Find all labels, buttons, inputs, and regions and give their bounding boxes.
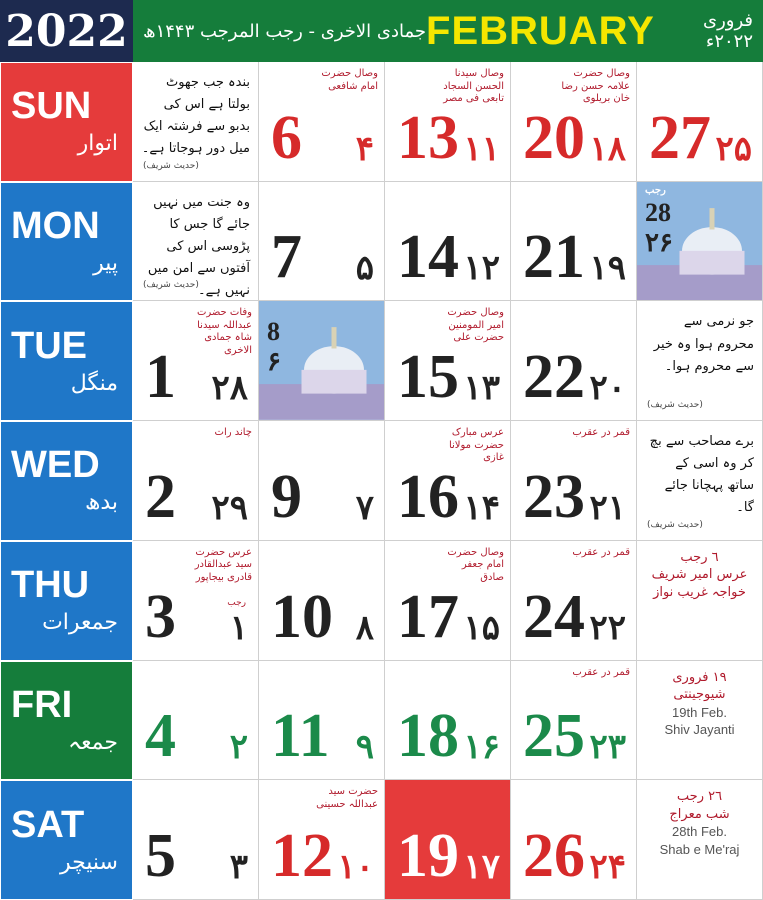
day-name-ur: اتوار bbox=[77, 131, 118, 157]
hijri-date: ۲۳ bbox=[589, 729, 626, 767]
hadith-source: (حدیث شریف) bbox=[647, 400, 703, 411]
gregorian-date: 10 bbox=[271, 582, 333, 651]
gregorian-date: 7 bbox=[271, 223, 302, 292]
gregorian-date: 15 bbox=[397, 343, 459, 412]
day-label-sat bbox=[0, 780, 133, 900]
day-cell[interactable] bbox=[133, 661, 259, 781]
day-note: وصال حضرت امیر المومنین حضرت علی bbox=[447, 307, 504, 344]
gregorian-date: 14 bbox=[397, 223, 459, 292]
gregorian-date: 4 bbox=[145, 702, 176, 771]
gregorian-date: 18 bbox=[397, 702, 459, 771]
gregorian-date: 3 bbox=[145, 582, 176, 651]
hadith-source: (حدیث شریف) bbox=[647, 519, 703, 530]
day-label-mon bbox=[0, 182, 133, 302]
hijri-date: ۹ bbox=[355, 729, 374, 767]
event-urdu-line: ٦ رجب bbox=[680, 549, 719, 565]
date-number-overlay: 28 bbox=[645, 197, 671, 227]
month-marker: رجب bbox=[227, 597, 246, 608]
date-number-overlay: 8 bbox=[267, 317, 280, 347]
event-urdu-line: شب معراج bbox=[669, 806, 730, 822]
hadith-quote-cell bbox=[133, 182, 259, 302]
day-name-ur: پیر bbox=[93, 251, 118, 277]
hijri-date: ۲۱ bbox=[589, 489, 626, 527]
day-note: قمر در عقرب bbox=[572, 666, 630, 678]
hijri-date: ۲۹ bbox=[211, 489, 248, 527]
event-box bbox=[641, 549, 758, 602]
year-label: 2022 bbox=[0, 0, 133, 62]
month-label: FEBRUARY bbox=[426, 8, 655, 53]
gregorian-date: 22 bbox=[523, 343, 585, 412]
day-name-en: WED bbox=[11, 444, 100, 487]
gregorian-date: 17 bbox=[397, 582, 459, 651]
day-cell[interactable] bbox=[385, 62, 511, 182]
hadith-quote-cell bbox=[133, 62, 259, 182]
day-name-en: FRI bbox=[11, 683, 73, 726]
day-cell[interactable] bbox=[133, 780, 259, 900]
day-name-ur: جمعرات bbox=[42, 610, 118, 636]
day-cell[interactable] bbox=[259, 182, 385, 302]
gregorian-date: 5 bbox=[145, 822, 176, 890]
hijri-date: ۱۲ bbox=[463, 250, 500, 288]
hadith-text: جو نرمی سے محروم ہوا وہ خیر سے محروم ہوا۔ bbox=[653, 314, 754, 374]
day-label-fri bbox=[0, 661, 133, 781]
hijri-date: ۱۹ bbox=[589, 250, 626, 288]
hijri-date: ۴ bbox=[355, 130, 374, 168]
event-english-line: 28th Feb. bbox=[672, 824, 727, 840]
day-cell[interactable] bbox=[511, 62, 637, 182]
day-note: حضرت سید عبداللہ حسینی bbox=[316, 786, 378, 810]
event-english-line: Shab e Me'raj bbox=[659, 841, 740, 857]
event-urdu-line: خواجہ غریب نواز bbox=[653, 584, 746, 600]
islamic-months-label: جمادی الاخری - رجب المرجب ۱۴۴۳ھ bbox=[143, 20, 427, 42]
day-note: وفات حضرت عبداللہ سیدنا شاہ جمادی الاخری bbox=[196, 307, 252, 356]
date-photo-cell[interactable] bbox=[637, 182, 763, 302]
day-cell[interactable] bbox=[133, 421, 259, 541]
event-box bbox=[641, 788, 758, 858]
hijri-date: ۷ bbox=[355, 489, 374, 527]
hijri-date: ۱۳ bbox=[463, 370, 500, 408]
hijri-date: ۱۱ bbox=[463, 130, 500, 168]
day-note: وصال حضرت امام شافعی bbox=[321, 68, 378, 92]
hijri-date: ۲۵ bbox=[715, 130, 752, 168]
day-note: عرس حضرت سید عبدالقادر قادری بیجاپور bbox=[194, 546, 252, 583]
day-label-tue bbox=[0, 301, 133, 421]
gregorian-date: 25 bbox=[523, 702, 585, 771]
gregorian-date: 9 bbox=[271, 462, 302, 531]
day-cell[interactable] bbox=[511, 661, 637, 781]
day-cell[interactable] bbox=[259, 421, 385, 541]
hijri-date: ۵ bbox=[355, 250, 374, 288]
day-name-ur: جمعہ bbox=[68, 729, 118, 755]
hadith-quote-cell bbox=[637, 301, 763, 421]
urdu-month-label: فروری ۲۰۲۲ء bbox=[702, 10, 753, 52]
day-cell[interactable] bbox=[385, 661, 511, 781]
gregorian-date: 19 bbox=[397, 822, 459, 890]
day-cell[interactable] bbox=[511, 182, 637, 302]
hijri-date: ۲۰ bbox=[589, 370, 626, 408]
gregorian-date: 11 bbox=[271, 702, 330, 771]
gregorian-date: 13 bbox=[397, 103, 459, 172]
hadith-text: وہ جنت میں نہیں جائے گا جس کا پڑوسی اس کی آفتوں سے امن میں نہیں ہے۔ bbox=[147, 194, 250, 299]
event-urdu-line: ٢٦ رجب bbox=[676, 789, 723, 805]
event-urdu-line: عرس امیر شریف bbox=[651, 567, 748, 583]
day-label-thu bbox=[0, 541, 133, 661]
gregorian-date: 26 bbox=[523, 822, 585, 890]
gregorian-date: 27 bbox=[649, 103, 711, 172]
day-name-ur: سنیچر bbox=[59, 849, 118, 875]
event-box bbox=[641, 669, 758, 739]
hijri-date: ۱۷ bbox=[463, 849, 500, 886]
day-cell[interactable] bbox=[259, 541, 385, 661]
event-cell bbox=[637, 541, 763, 661]
hadith-text: برے مصاحب سے بچ کر وہ اسی کے ساتھ پہچانا جائے گا۔ bbox=[649, 434, 754, 516]
day-name-ur: بدھ bbox=[84, 490, 118, 516]
day-cell[interactable] bbox=[511, 780, 637, 900]
day-name-en: THU bbox=[11, 564, 90, 607]
day-cell[interactable] bbox=[385, 301, 511, 421]
calendar-grid bbox=[0, 62, 763, 900]
gregorian-date: 2 bbox=[145, 462, 176, 531]
day-note: وصال حضرت امام جعفر صادق bbox=[447, 546, 504, 583]
day-note: وصال حضرت علامہ حسن رضا خان بریلوی bbox=[561, 68, 630, 104]
gregorian-date: 20 bbox=[523, 103, 585, 172]
day-cell[interactable] bbox=[637, 62, 763, 182]
event-english-line: 19th Feb. bbox=[672, 704, 727, 720]
day-name-en: TUE bbox=[11, 324, 87, 367]
day-name-en: SUN bbox=[11, 85, 92, 128]
gregorian-date: 23 bbox=[523, 462, 585, 531]
hadith-quote-cell bbox=[637, 421, 763, 541]
hijri-date: ۱۵ bbox=[463, 609, 500, 647]
gregorian-date: 6 bbox=[271, 103, 302, 172]
gregorian-date: 21 bbox=[523, 223, 585, 292]
gregorian-date: 24 bbox=[523, 582, 585, 651]
date-photo-cell[interactable] bbox=[259, 301, 385, 421]
day-cell[interactable] bbox=[511, 421, 637, 541]
day-cell[interactable] bbox=[259, 62, 385, 182]
hijri-date: ۸ bbox=[355, 609, 374, 647]
day-note: قمر در عقرب bbox=[572, 427, 630, 439]
day-cell[interactable] bbox=[385, 541, 511, 661]
event-urdu-line: ١٩ فروری bbox=[672, 669, 727, 685]
day-cell[interactable] bbox=[259, 780, 385, 900]
day-cell[interactable] bbox=[133, 301, 259, 421]
day-note: قمر در عقرب bbox=[572, 546, 630, 558]
hijri-date: ۲۲ bbox=[589, 609, 626, 647]
hadith-text: بندہ جب جھوٹ بولتا ہے اس کی بدبو سے فرشتہ ایک میل دور ہوجاتا ہے۔ bbox=[141, 75, 250, 157]
hadith-source: (حدیث شریف) bbox=[143, 280, 199, 291]
calendar-header bbox=[0, 0, 763, 62]
photo-label: رجب bbox=[645, 184, 666, 196]
gregorian-date: 16 bbox=[397, 462, 459, 531]
event-cell bbox=[637, 661, 763, 781]
event-cell bbox=[637, 780, 763, 900]
month-banner bbox=[133, 0, 763, 62]
gregorian-date: 1 bbox=[145, 343, 176, 412]
day-name-ur: منگل bbox=[70, 370, 118, 396]
hadith-source: (حدیث شریف) bbox=[143, 160, 199, 171]
day-note: وصال سیدنا الحسن السجاد تابعی فی مصر bbox=[443, 68, 504, 104]
hijri-date: ۲ bbox=[229, 729, 248, 767]
day-note: چاند رات bbox=[214, 427, 252, 439]
day-name-en: MON bbox=[11, 205, 100, 248]
day-label-wed bbox=[0, 421, 133, 541]
hijri-date: ۱۰ bbox=[337, 849, 374, 886]
day-cell[interactable] bbox=[133, 541, 259, 661]
day-cell[interactable] bbox=[511, 541, 637, 661]
day-note: عرس مبارک حضرت مولانا غازی bbox=[448, 427, 504, 464]
day-cell[interactable] bbox=[259, 661, 385, 781]
hijri-number-overlay: ۲۶ bbox=[645, 227, 673, 257]
day-cell[interactable] bbox=[385, 780, 511, 900]
hijri-date: ۱۴ bbox=[463, 489, 500, 527]
day-name-en: SAT bbox=[11, 803, 85, 846]
day-cell[interactable] bbox=[511, 301, 637, 421]
hijri-date: ۱۸ bbox=[589, 130, 626, 168]
gregorian-date: 12 bbox=[271, 822, 333, 890]
day-cell[interactable] bbox=[385, 182, 511, 302]
event-urdu-line: شیوجینتی bbox=[673, 687, 726, 703]
day-label-sun bbox=[0, 62, 133, 182]
hijri-date: ۲۸ bbox=[211, 370, 248, 408]
hijri-date: ۲۴ bbox=[589, 849, 626, 886]
event-english-line: Shiv Jayanti bbox=[664, 722, 735, 738]
day-cell[interactable] bbox=[385, 421, 511, 541]
hijri-date: ۱ bbox=[229, 609, 248, 647]
hijri-date: ۳ bbox=[229, 849, 248, 886]
hijri-number-overlay: ۶ bbox=[267, 347, 281, 377]
hijri-date: ۱۶ bbox=[463, 729, 500, 767]
